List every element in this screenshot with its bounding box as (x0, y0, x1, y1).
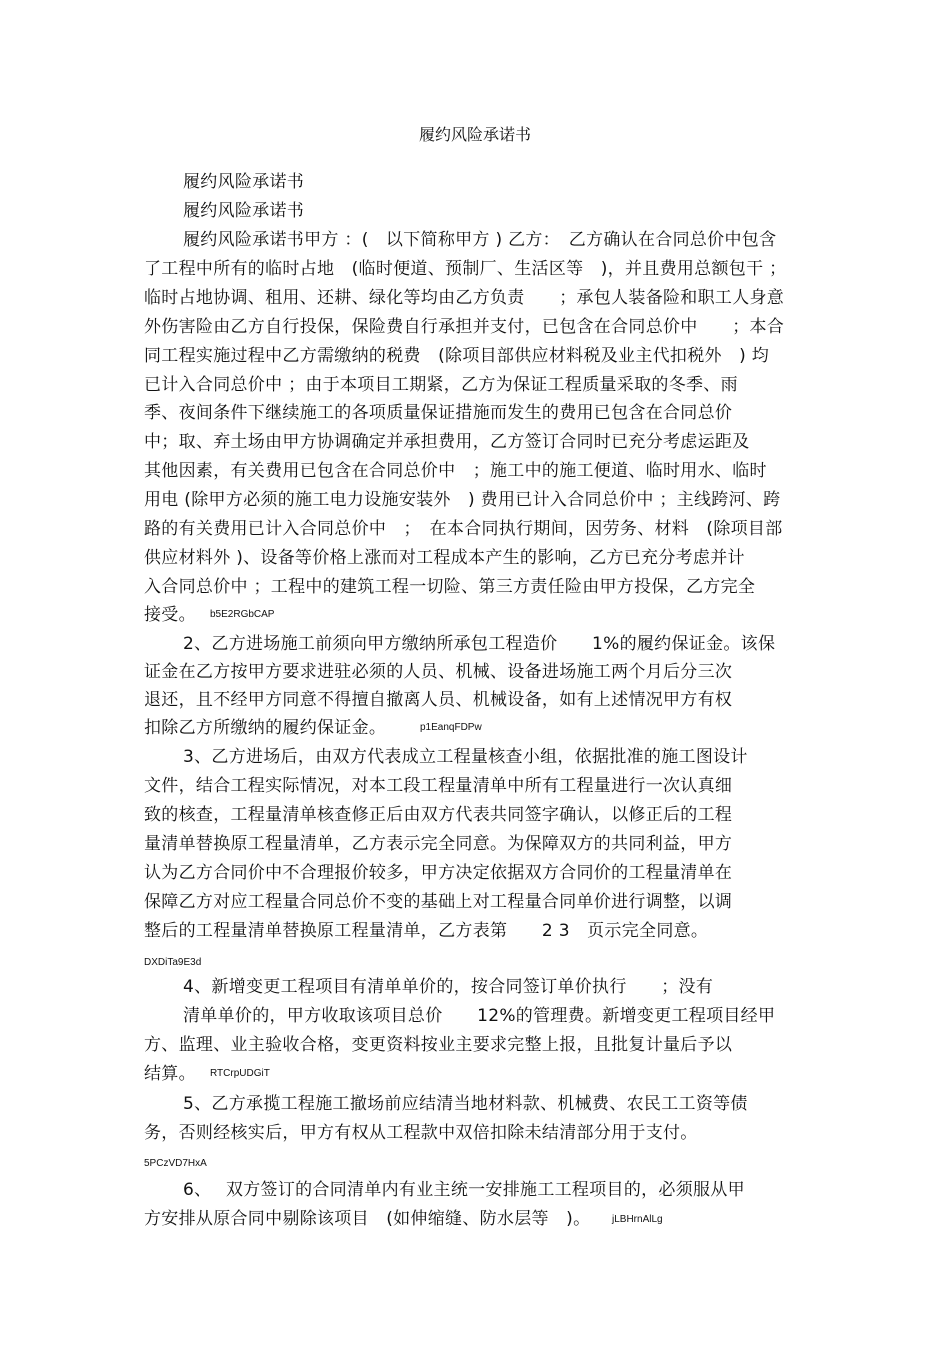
text-line: 2、乙方进场施工前须向甲方缴纳所承包工程造价 1%的履约保证金。该保 (183, 634, 776, 654)
reference-code: jLBHrnAlLg (612, 1214, 663, 1225)
page-title: 履约风险承诺书 (418, 125, 531, 144)
text-line: 中；取、弃土场由甲方协调确定并承担费用，乙方签订合同时已充分考虑运距及 (144, 432, 750, 452)
text-line: 入合同总价中 ；工程中的建筑工程一切险、第三方责任险由甲方投保，乙方完全 (144, 577, 756, 597)
heading-line: 履约风险承诺书 (183, 201, 305, 221)
text-line: 5、乙方承揽工程施工撤场前应结清当地材料款、机械费、农民工工资等债 (183, 1094, 748, 1114)
text-line: 整后的工程量清单替换原工程量清单，乙方表第 2 3 页示完全同意。 (144, 921, 709, 941)
text-line: 外伤害险由乙方自行投保，保险费自行承担并支付，已包含在合同总价中 ；本合 (144, 317, 785, 337)
text-line: 6、 双方签订的合同清单内有业主统一安排施工工程项目的，必须服从甲 (183, 1180, 745, 1200)
reference-code: p1EanqFDPw (420, 722, 482, 733)
reference-code: RTCrpUDGiT (210, 1068, 270, 1079)
text-line: 务，否则经核实后，甲方有权从工程款中双倍扣除未结清部分用于支付。 (144, 1123, 698, 1143)
text-line: 认为乙方合同价中不合理报价较多，甲方决定依据双方合同价的工程量清单在 (144, 863, 733, 883)
reference-code: 5PCzVD7HxA (144, 1158, 207, 1169)
text-line: 履约风险承诺书甲方 ：( 以下简称甲方 ) 乙方： 乙方确认在合同总价中包含 (183, 230, 777, 250)
heading-line: 履约风险承诺书 (183, 172, 305, 192)
text-line: 致的核查，工程量清单核查修正后由双方代表共同签字确认，以修正后的工程 (144, 805, 733, 825)
text-line: 方安排从原合同中剔除该项目 (如伸缩缝、防水层等 )。 (144, 1209, 591, 1229)
text-line: 方、监理、业主验收合格，变更资料按业主要求完整上报，且批复计量后予以 (144, 1035, 733, 1055)
text-line: 证金在乙方按甲方要求进驻必须的人员、机械、设备进场施工两个月后分三次 (144, 662, 733, 682)
text-line: 了工程中所有的临时占地 (临时便道、预制厂、生活区等 )，并且费用总额包干 ； (144, 259, 787, 279)
text-line: 扣除乙方所缴纳的履约保证金。 (144, 718, 387, 738)
text-line: 其他因素，有关费用已包含在合同总价中 ；施工中的施工便道、临时用水、临时 (144, 461, 767, 481)
text-line: 3、乙方进场后，由双方代表成立工程量核查小组，依据批准的施工图设计 (183, 747, 748, 767)
text-line: 路的有关费用已计入合同总价中 ； 在本合同执行期间，因劳务、材料 (除项目部 (144, 519, 783, 539)
text-line: 4、新增变更工程项目有清单单价的，按合同签订单价执行 ；没有 (183, 977, 714, 997)
text-line: 同工程实施过程中乙方需缴纳的税费 (除项目部供应材料税及业主代扣税外 ) 均 (144, 346, 770, 366)
text-line: 量清单替换原工程量清单，乙方表示完全同意。为保障双方的共同利益，甲方 (144, 834, 733, 854)
text-line: 文件，结合工程实际情况，对本工段工程量清单中所有工程量进行一次认真细 (144, 776, 733, 796)
reference-code: b5E2RGbCAP (210, 609, 275, 620)
text-line: 季、夜间条件下继续施工的各项质量保证措施而发生的费用已包含在合同总价 (144, 403, 733, 423)
text-line: 临时占地协调、租用、还耕、绿化等均由乙方负责 ；承包人装备险和职工人身意 (144, 288, 785, 308)
text-line: 保障乙方对应工程量合同总价不变的基础上对工程量合同单价进行调整，以调 (144, 892, 733, 912)
text-line: 接受。 (144, 605, 196, 625)
text-line: 结算。 (144, 1064, 196, 1084)
reference-code: DXDiTa9E3d (144, 957, 202, 968)
text-line: 退还，且不经甲方同意不得擅自撤离人员、机械设备，如有上述情况甲方有权 (144, 690, 733, 710)
text-line: 已计入合同总价中 ；由于本项目工期紧，乙方为保证工程质量采取的冬季、雨 (144, 375, 738, 395)
text-line: 供应材料外 )、设备等价格上涨而对工程成本产生的影响，乙方已充分考虑并计 (144, 548, 745, 568)
text-line: 清单单价的，甲方收取该项目总价 12%的管理费。新增变更工程项目经甲 (183, 1006, 776, 1026)
text-line: 用电 (除甲方必须的施工电力设施安装外 ) 费用已计入合同总价中 ；主线跨河、跨 (144, 490, 781, 510)
